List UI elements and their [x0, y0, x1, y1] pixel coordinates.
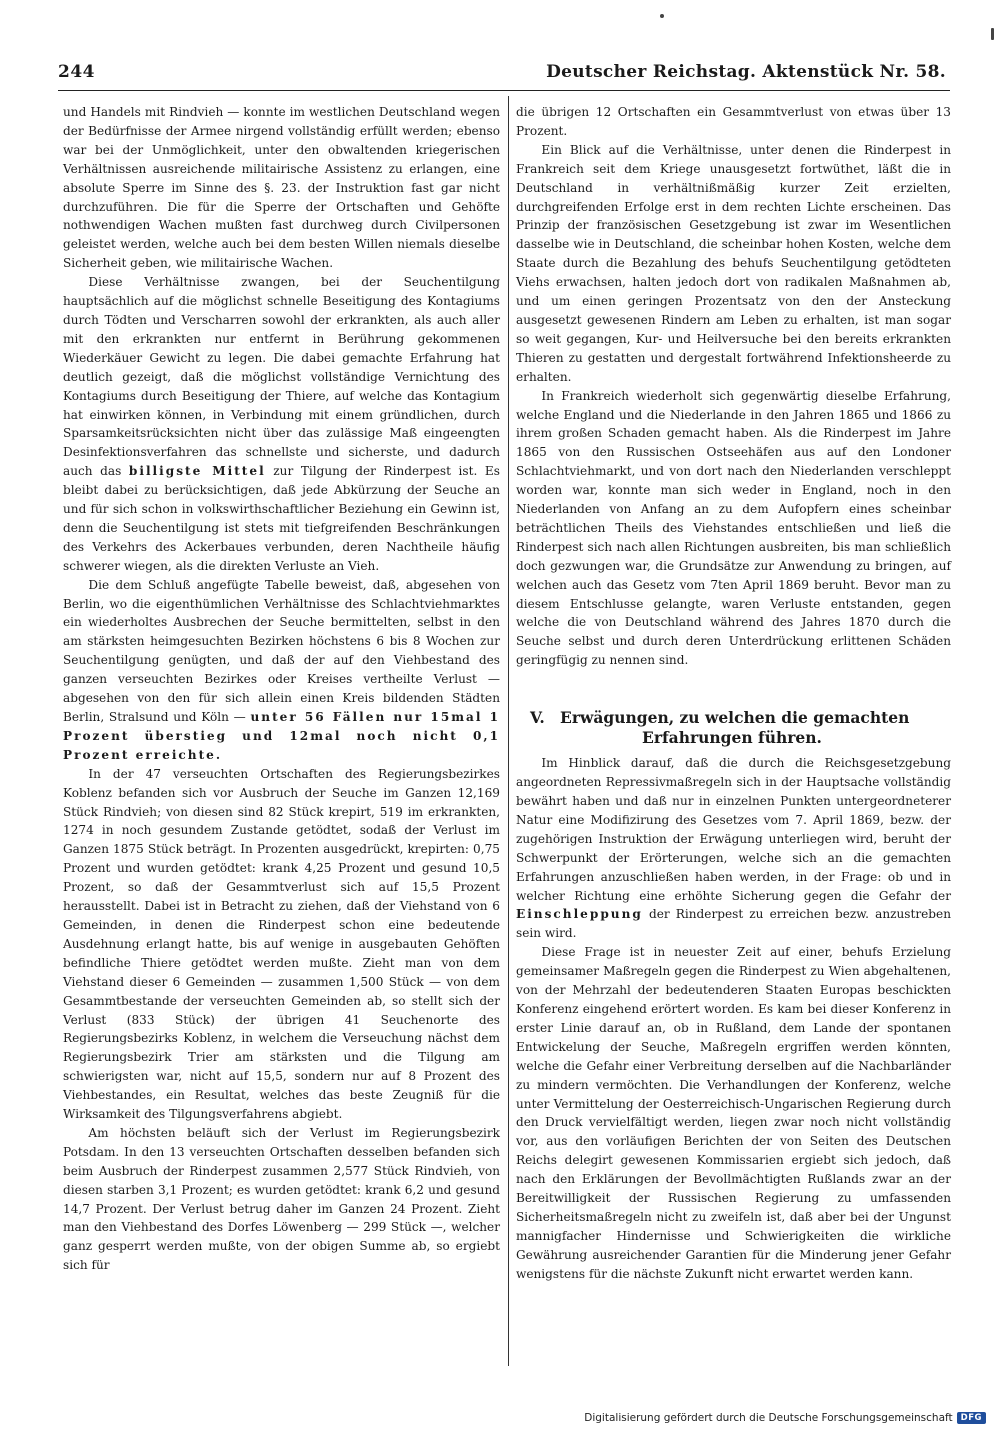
section-number: V.: [530, 708, 545, 728]
section-heading: [516, 708, 951, 748]
column-divider: [508, 96, 509, 1366]
paragraph: [63, 576, 500, 765]
page-header: [58, 58, 950, 91]
paragraph: Ein Blick auf die Verhältnisse, unter denen die Rinderpest in Frankreich seit dem Kriege unausgesetzt fortwüthet, läßt die in Deutschland in verhältnißmäßig kurzer Zeit erzielten, durchgreifenden Erfolge erst in dem rechten Lichte erscheinen. Das Prinzip der französischen Gesetzgebung ist zwar im Wesentlichen dasselbe wie in Deutschland, die scheinbar hohen Kosten, welche dem Staate durch die Bezahlung des behufs Seuchentilgung getödteten Viehs erwachsen, halten jedoch dort von radikalen Maßnahmen ab, und um einen geringen Prozentsatz von den der Ansteckung ausgesetzt gewesenen Rindern am Leben zu erhalten, ist man sogar so weit gegangen, Kur- und Heilversuche bei den bereits erkrankten Thieren zu gestatten und dergestalt fortwährend Infektionsheerde zu erhalten.: [516, 142, 951, 384]
paragraph: Am höchsten beläuft sich der Verlust im Regierungsbezirk Potsdam. In den 13 verseuchten Ortschaften desselben befanden sich beim Ausbruch der Rinderpest zusammen 2,577 Stück Rindvieh, von diesen starben 3,1 Prozent; es wurden getödtet: krank 6,2 und gesund 14,7 Prozent. Der Verlust betrug daher im Ganzen 24 Prozent. Zieht man den Viehbestand des Dorfes Löwenberg — 299 Stück —, welcher ganz gesperrt werden mußte, von der obigen Summe ab, so ergiebt sich für: [63, 1125, 500, 1273]
digitization-footer: [584, 1412, 986, 1424]
paragraph-text: Die dem Schluß angefügte Tabelle beweist, daß, abgesehen von Berlin, wo die eigenthümlichen Verhältnisse des Schlachtviehmarktes ein wiederholtes Ausbrechen der Seuche bermittelten, selbst in den am stärksten heimgesuchten Bezirken höchstens 6 bis 8 Wochen zur Seuchentilgung genügten, und daß der auf den Viehbestand des ganzen verseuchten Bezirkes oder Kreises vertheilte Verlust — abgesehen von den für sich allein einen Kreis bildenden Städten Berlin, Stralsund und Köln —: [63, 577, 500, 724]
left-column: [63, 103, 500, 1275]
paragraph-text: Im Hinblick darauf, daß die durch die Reichsgesetzgebung angeordneten Repressivmaßregeln sich in der Hauptsache vollständig bewährt haben und daß nur in einzelnen Punkten untergeordneterer Natur eine Modifizirung des Gesetzes vom 7. April 1869, bezw. der zugehörigen Instruktion der Erwägung unterliegen wird, beruht der Schwerpunkt der Erörterungen, welche sich an die gemachten Erfahrungen anzuschließen haben werden, in der Frage: ob und in welcher Richtung eine erhöhte Sicherung gegen die Gefahr der: [516, 756, 951, 903]
emphasis-text: unter 56 Fällen nur 15mal 1 Prozent überstieg und 12mal noch nicht 0,1 Prozent erreichte.: [63, 710, 500, 762]
page-number: 244: [58, 62, 95, 82]
running-title: Deutscher Reichstag. Aktenstück Nr. 58.: [546, 62, 946, 82]
paragraph-text: Diese Verhältnisse zwangen, bei der Seuchentilgung hauptsächlich auf die möglichst schnelle Beseitigung des Kontagiums durch Tödten und Verscharren sowohl der erkrankten, als auch aller mit den erkrankten nur entfernt in Berührung gekommenen Wiederkäuer Gewicht zu legen. Die dabei gemachte Erfahrung hat deutlich gezeigt, daß die möglichst vollständige Vernichtung des Kontagiums durch Beseitigung der Thiere, auf welche das Kontagium hat einwirken können, in Verbindung mit einem gründlichen, durch Sparsamkeitsrücksichten nicht über das zulässige Maß eingeengten Desinfektionsverfahren das schnellste und sicherste, und dadurch auch das: [63, 275, 500, 479]
emphasis-text: billigste Mittel: [128, 464, 266, 479]
print-speck: [991, 28, 994, 40]
print-speck: [660, 14, 664, 18]
paragraph: Diese Frage ist in neuester Zeit auf einer, behufs Erzielung gemeinsamer Maßregeln gegen die Rinderpest zu Wien abgehaltenen, von der Mehrzahl der bedeutenderen Staaten Europas beschickten Konferenz eingehend erörtert worden. Es kam bei dieser Konferenz in erster Linie darauf an, ob in Rußland, dem Lande der spontanen Entwickelung der Seuche, Maßregeln ergriffen werden könnten, welche die Gefahr einer Verbreitung derselben auf die Nachbarländer zu mindern vermöchten. Die Verhandlungen der Konferenz, welche unter Vermittelung der Oesterreichisch-Ungarischen Regierung durch den Druck vervielfältigt werden, liegen zwar noch nicht vollständig vor, aus den vorläufigen Berichten der von Seiten des Deutschen Reichs delegirt gewesenen Kommissarien ergiebt sich jedoch, daß nach den Erklärungen der Bevollmächtigten Rußlands zwar an der Bereitwilligkeit der Russischen Regierung zu umfassenden Sicherheitsmaßregeln nicht zu zweifeln ist, daß aber bei der Ungunst mannigfacher Hindernisse und Schwierigkeiten die wirkliche Gewährung ausreichender Garantien für die Minderung jener Gefahr wenigstens für die nächste Zukunft nicht erwartet werden kann.: [516, 945, 951, 1281]
section-title-line1: Erwägungen, zu welchen die gemachten: [560, 708, 910, 728]
section-title-line2: Erfahrungen führen.: [642, 728, 822, 748]
paragraph: [516, 754, 951, 943]
right-column: [516, 103, 951, 1284]
dfg-logo: DFG: [957, 1412, 986, 1424]
paragraph: In Frankreich wiederholt sich gegenwärtig dieselbe Erfahrung, welche England und die Niederlande in den Jahren 1865 und 1866 zu ihrem großen Schaden gemacht haben. Als die Rinderpest im Jahre 1865 von den Russischen Ostseehäfen aus auf den Londoner Schlachtviehmarkt, und von dort nach den Niederlanden verschleppt worden war, konnte man sich weder in England, noch in den Niederlanden von Anfang an zu dem Aufopfern eines scheinbar beträchtlichen Theils des Viehstandes entschließen und ließ die Rinderpest sich nach allen Richtungen ausbreiten, bis man schließlich doch gezwungen war, die Grundsätze zur Anwendung zu bringen, auf welchen auch das Gesetz vom 7ten April 1869 beruht. Bevor man zu diesem Entschlusse gelangte, waren Verluste entstanden, gegen welche die von Deutschland während des Jahres 1870 durch die Seuche selbst und durch deren Unterdrückung erlittenen Schäden geringfügig zu nennen sind.: [516, 388, 951, 668]
paragraph: [63, 273, 500, 576]
paragraph: In der 47 verseuchten Ortschaften des Regierungsbezirkes Koblenz befanden sich vor Ausbruch der Seuche im Ganzen 12,169 Stück Rindvieh; von diesen sind 82 Stück krepirt, 519 im erkrankten, 1274 in noch gesundem Zustande getödtet, sodaß der Verlust im Ganzen 1875 Stück beträgt. In Prozenten ausgedrückt, krepirten: 0,75 Prozent und wurden getödtet: krank 4,25 Prozent und gesund 10,5 Prozent, so daß der Gesammtverlust sich auf 15,5 Prozent herausstellt. Dabei ist in Betracht zu ziehen, daß der Viehstand von 6 Gemeinden, in denen die Rinderpest schon eine bedeutende Ausdehnung erlangt hatte, bis auf wenige in ausgebauten Gehöften befindliche Thiere getödtet werden mußte. Zieht man von dem Viehstand dieser 6 Gemeinden — zusammen 1,500 Stück — von dem Gesammtbestande der verseuchten Gemeinden ab, so stellt sich der Verlust (833 Stück) der übrigen 41 Seuchenorte des Regierungsbezirks Koblenz, in welchem die Verseuchung nächst dem Regierungsbezirk Trier am stärksten und die Tilgung am schwierigsten war, nicht auf 15,5, sondern nur auf 8 Prozent des Viehbestandes, ein Resultat, welches das beste Zeugniß für die Wirksamkeit des Tilgungsverfahrens abgiebt.: [63, 766, 500, 1122]
footer-credit: Digitalisierung gefördert durch die Deutsche Forschungsgemeinschaft: [584, 1412, 953, 1424]
paragraph: und Handels mit Rindvieh — konnte im westlichen Deutschland wegen der Bedürfnisse der Armee nirgend vollständig erfüllt werden; ebenso war bei der Unmöglichkeit, unter den obwaltenden kriegerischen Verhältnissen ausreichende militairische Assistenz zu erlangen, eine absolute Sperre im Sinne des §. 23. der Instruktion fast gar nicht durchzuführen. Die für die Sperre der Ortschaften und Gehöfte nothwendigen Wachen mußten fast durchweg durch Civilpersonen geleistet werden, welche auch bei dem besten Willen niemals dieselbe Sicherheit geben, wie militairische Wachen.: [63, 105, 500, 271]
paragraph-text: der Rinderpest zu erreichen bezw. anzustreben sein wird.: [516, 907, 951, 941]
paragraph-text: zur Tilgung der Rinderpest ist. Es bleibt dabei zu berücksichtigen, daß jede Abkürzung der Seuche an und für sich schon in volkswirthschaftlicher Beziehung ein Gewinn ist, denn die Seuchentilgung ist stets mit tiefgreifenden Beschränkungen des Verkehrs des Ackerbaues verbunden, deren Nachtheile häufig schwerer wiegen, als die direkten Verluste an Vieh.: [63, 464, 500, 573]
emphasis-text: Einschleppung: [516, 907, 643, 922]
paragraph: die übrigen 12 Ortschaften ein Gesammtverlust von etwas über 13 Prozent.: [516, 105, 951, 138]
